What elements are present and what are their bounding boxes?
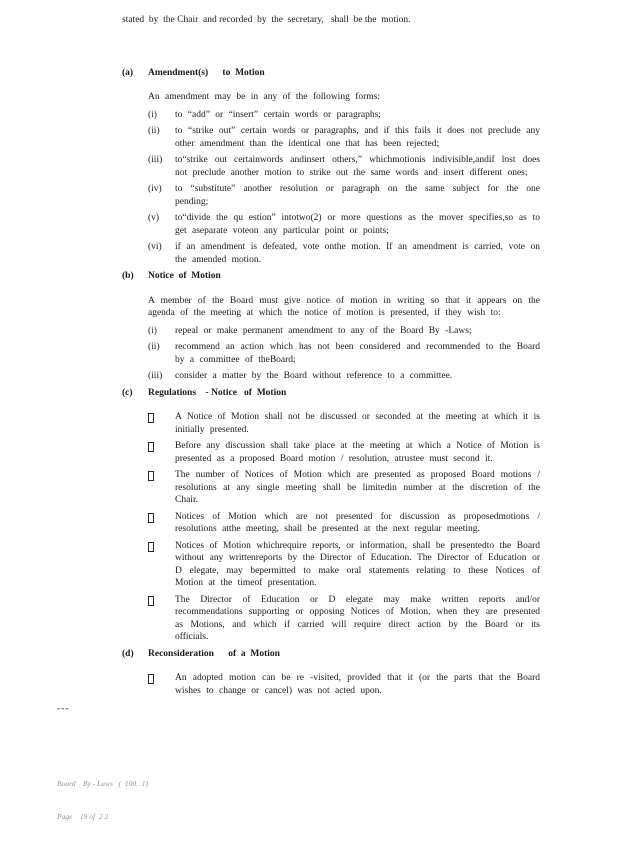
bullet-item (148, 469, 540, 507)
item-text: to“strike out certainwords andinsert others,” whichmotionis indivisible,andif lost does not preclude another motion to strike out the same words and insert different ones; (175, 155, 540, 178)
bullet-text: The Director of Education or D elegate may make written reports and/or recommendations supporting or opposing Notices of Motion, when they are presented as Motions, and which if carried will require direct action by the Board or its officials. (175, 594, 540, 642)
item-text: to “strike out” certain words or paragraphs, and if this fails it does not preclude any other amendment than the identical one that has been rejected; (175, 126, 540, 149)
list-item (148, 154, 540, 179)
item-label: (ii) (148, 126, 160, 136)
bullet-box-icon (148, 594, 175, 644)
list-item (148, 212, 540, 237)
bullet-item (148, 672, 540, 697)
item-text: to “add” or “insert” certain words or paragraphs; (175, 109, 381, 120)
bullet-text: An adopted motion can be re -visited, provided that it (or the parts that the Board wishes to change or cancel) was not acted upon. (175, 673, 540, 696)
section-title: Reconsideration of a Motion (148, 648, 280, 659)
item-text: if an amendment is defeated, vote onthe motion. If an amendment is carried, vote on the amended motion. (175, 242, 540, 265)
item-text: to “substitute” another resolution or paragraph on the same subject for the one pending; (175, 184, 540, 207)
item-text: to“divide the qu estion” intotwo(2) or more questions as the mover specifies,so as to get aseparate voteon any particular point or points; (175, 213, 540, 236)
lead-paragraph: An amendment may be in any of the following forms: (148, 92, 380, 102)
bullet-item (148, 411, 540, 436)
lead-paragraph: A member of the Board must give notice of motion in writing so that it appears on the agenda of the meeting at which the notice of motion is presented, if they wish to: (148, 295, 540, 318)
footer-page-number: Page 19 of 2 2 (57, 812, 109, 821)
bullet-item (148, 594, 540, 644)
section-title: Amendment(s) to Motion (148, 67, 265, 78)
section-c-heading (122, 387, 540, 400)
bullet-box-icon (148, 440, 175, 465)
section-a-body (148, 91, 540, 266)
page-footer (57, 756, 148, 844)
item-label: (ii) (148, 342, 160, 352)
item-label: (v) (148, 213, 160, 223)
item-label: (iii) (148, 155, 163, 165)
section-b-body (148, 295, 540, 383)
item-label: (i) (148, 325, 157, 336)
bullet-text: A Notice of Motion shall not be discussed or seconded at the meeting at which it is initially presented. (175, 412, 540, 435)
section-c-body (148, 411, 540, 644)
bullet-item (148, 440, 540, 465)
bullet-box-icon (148, 469, 175, 507)
bullet-box-icon (148, 540, 175, 590)
section-label: (d) (122, 648, 134, 659)
section-title: Notice of Motion (148, 271, 221, 281)
section-d-body (148, 672, 540, 697)
section-label: (c) (122, 387, 133, 398)
list-item (148, 370, 540, 383)
item-text: recommend an action which has not been considered and recommended to the Board by a committee of theBoard; (175, 342, 540, 365)
section-label: (b) (122, 271, 134, 281)
section-title: Regulations - Notice of Motion (148, 387, 287, 398)
item-label: (i) (148, 109, 157, 120)
section-d (122, 648, 540, 698)
bullet-box-icon (148, 672, 175, 697)
list-item (148, 325, 540, 338)
bullet-text: Notices of Motion whichrequire reports, or information, shall be presentedto the Board without any writtenreports by the Director of Education. The Director of Education or D elegate, may bepermitted to make oral statements relating to these Notices of Motion at the timeof presentation. (175, 540, 540, 588)
section-a (122, 67, 540, 267)
bullet-box-icon (148, 511, 175, 536)
intro-paragraph: stated by the Chair and recorded by the secretary, shall be the motion. (122, 15, 411, 25)
item-text: repeal or make permanent amendment to any of the Board By -Laws; (175, 325, 472, 336)
list-item (148, 241, 540, 266)
section-d-heading (122, 648, 540, 661)
list-item (148, 341, 540, 366)
section-c (122, 387, 540, 644)
list-item (148, 125, 540, 150)
section-label: (a) (122, 67, 134, 78)
bullet-text: Notices of Motion which are not presented for discussion as proposedmotions / resolutions atthe meeting, shall be presented at the next regular meeting. (175, 511, 540, 534)
footer-doc-ref: Board By - Laws ( 100. 1) (57, 779, 148, 788)
bullet-item (148, 540, 540, 590)
divider-dashes: --- (57, 704, 70, 714)
bullet-text: The number of Notices of Motion which are presented as proposed Board motions / resolutions at any single meeting shall be limitedin number at the discretion of the Chair. (175, 470, 540, 505)
item-label: (iv) (148, 184, 162, 194)
list-item (148, 109, 540, 122)
bullet-text: Before any discussion shall take place at the meeting at which a Notice of Motion is presented as a proposed Board motion / resolution, atrustee must second it. (175, 441, 540, 464)
item-label: (iii) (148, 371, 163, 381)
bullet-item (148, 511, 540, 536)
section-b (122, 270, 540, 383)
item-label: (vi) (148, 242, 162, 252)
bullet-box-icon (148, 411, 175, 436)
section-b-heading (122, 270, 540, 283)
item-text: consider a matter by the Board without reference to a committee. (175, 371, 453, 381)
section-a-heading (122, 67, 540, 80)
list-item (148, 183, 540, 208)
